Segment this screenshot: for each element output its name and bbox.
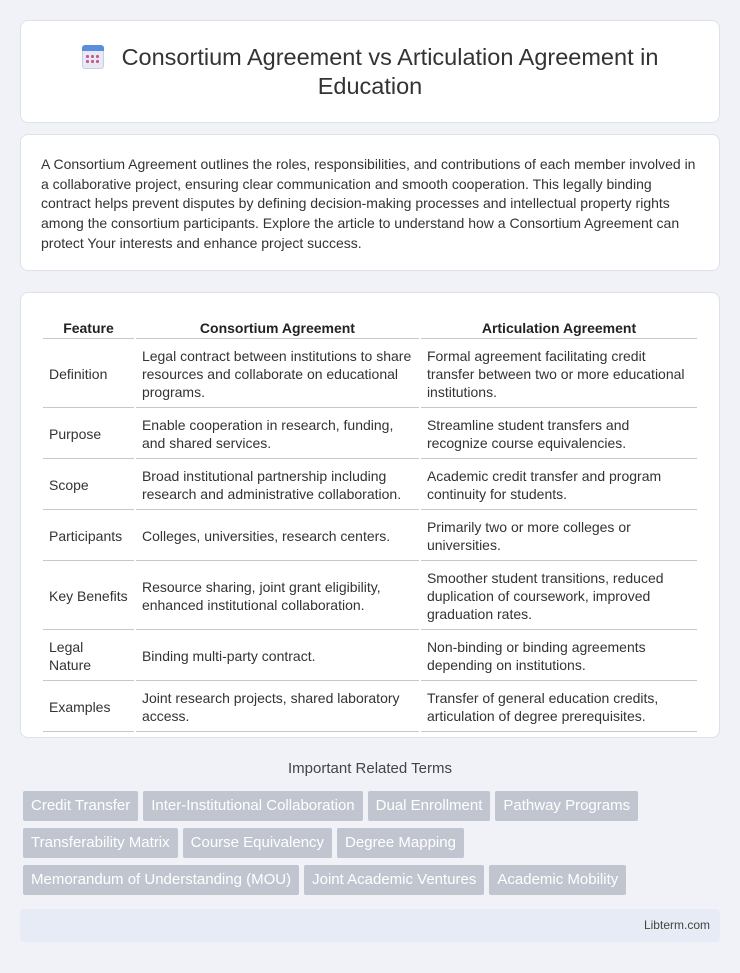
comparison-table-card — [20, 292, 720, 738]
header-card — [20, 20, 720, 123]
related-term-tag[interactable]: Dual Enrollment — [368, 791, 491, 821]
feature-cell: Examples — [43, 683, 134, 732]
intro-paragraph: A Consortium Agreement outlines the roles, responsibilities, and contributions of each member involved in a collaborative project, ensuring clear communication and smooth cooperation. This legally binding contract helps prevent disputes by defining decision-making processes and intellectual property rights among the consortium participants. Explore the article to understand how a Consortium Agreement can protect Your interests and enhance project success. — [41, 156, 696, 251]
feature-cell: Legal Nature — [43, 632, 134, 681]
consortium-cell: Broad institutional partnership including research and administrative collaboration. — [136, 461, 419, 510]
consortium-cell: Enable cooperation in research, funding, and shared services. — [136, 410, 419, 459]
header-articulation: Articulation Agreement — [421, 315, 697, 339]
related-term-tag[interactable]: Memorandum of Understanding (MOU) — [23, 865, 299, 895]
articulation-cell: Formal agreement facilitating credit transfer between two or more educational institutions. — [421, 341, 697, 408]
table-row — [43, 410, 697, 459]
articulation-cell: Streamline student transfers and recognize course equivalencies. — [421, 410, 697, 459]
calendar-icon — [82, 45, 104, 69]
header-feature: Feature — [43, 315, 134, 339]
table-row — [43, 461, 697, 510]
feature-cell: Participants — [43, 512, 134, 561]
articulation-cell: Academic credit transfer and program continuity for students. — [421, 461, 697, 510]
table-header-row — [43, 315, 697, 339]
consortium-cell: Colleges, universities, research centers. — [136, 512, 419, 561]
table-row — [43, 683, 697, 732]
intro-card — [20, 134, 720, 271]
footer-site-link[interactable]: Libterm.com — [643, 918, 710, 932]
feature-cell: Scope — [43, 461, 134, 510]
related-term-tag[interactable]: Transferability Matrix — [23, 828, 178, 858]
articulation-cell: Non-binding or binding agreements depending on institutions. — [421, 632, 697, 681]
articulation-cell: Primarily two or more colleges or universities. — [421, 512, 697, 561]
related-term-tag[interactable]: Pathway Programs — [495, 791, 638, 821]
page-title: Consortium Agreement vs Articulation Agreement in Education — [121, 44, 659, 99]
articulation-cell: Transfer of general education credits, articulation of degree prerequisites. — [421, 683, 697, 732]
consortium-cell: Binding multi-party contract. — [136, 632, 419, 681]
related-terms-list — [23, 791, 723, 902]
comparison-table — [41, 313, 699, 734]
table-row — [43, 563, 697, 630]
feature-cell: Key Benefits — [43, 563, 134, 630]
table-row — [43, 512, 697, 561]
consortium-cell: Legal contract between institutions to share resources and collaborate on educational programs. — [136, 341, 419, 408]
consortium-cell: Joint research projects, shared laboratory access. — [136, 683, 419, 732]
related-term-tag[interactable]: Course Equivalency — [183, 828, 332, 858]
feature-cell: Definition — [43, 341, 134, 408]
related-term-tag[interactable]: Degree Mapping — [337, 828, 464, 858]
header-consortium: Consortium Agreement — [136, 315, 419, 339]
related-terms-title: Important Related Terms — [288, 760, 452, 777]
consortium-cell: Resource sharing, joint grant eligibility, enhanced institutional collaboration. — [136, 563, 419, 630]
related-term-tag[interactable]: Academic Mobility — [489, 865, 626, 895]
page-title-wrap — [61, 43, 679, 101]
articulation-cell: Smoother student transitions, reduced duplication of coursework, improved graduation rates. — [421, 563, 697, 630]
related-term-tag[interactable]: Joint Academic Ventures — [304, 865, 484, 895]
footer — [20, 909, 720, 942]
table-row — [43, 341, 697, 408]
table-row — [43, 632, 697, 681]
related-term-tag[interactable]: Credit Transfer — [23, 791, 138, 821]
related-term-tag[interactable]: Inter-Institutional Collaboration — [143, 791, 362, 821]
feature-cell: Purpose — [43, 410, 134, 459]
